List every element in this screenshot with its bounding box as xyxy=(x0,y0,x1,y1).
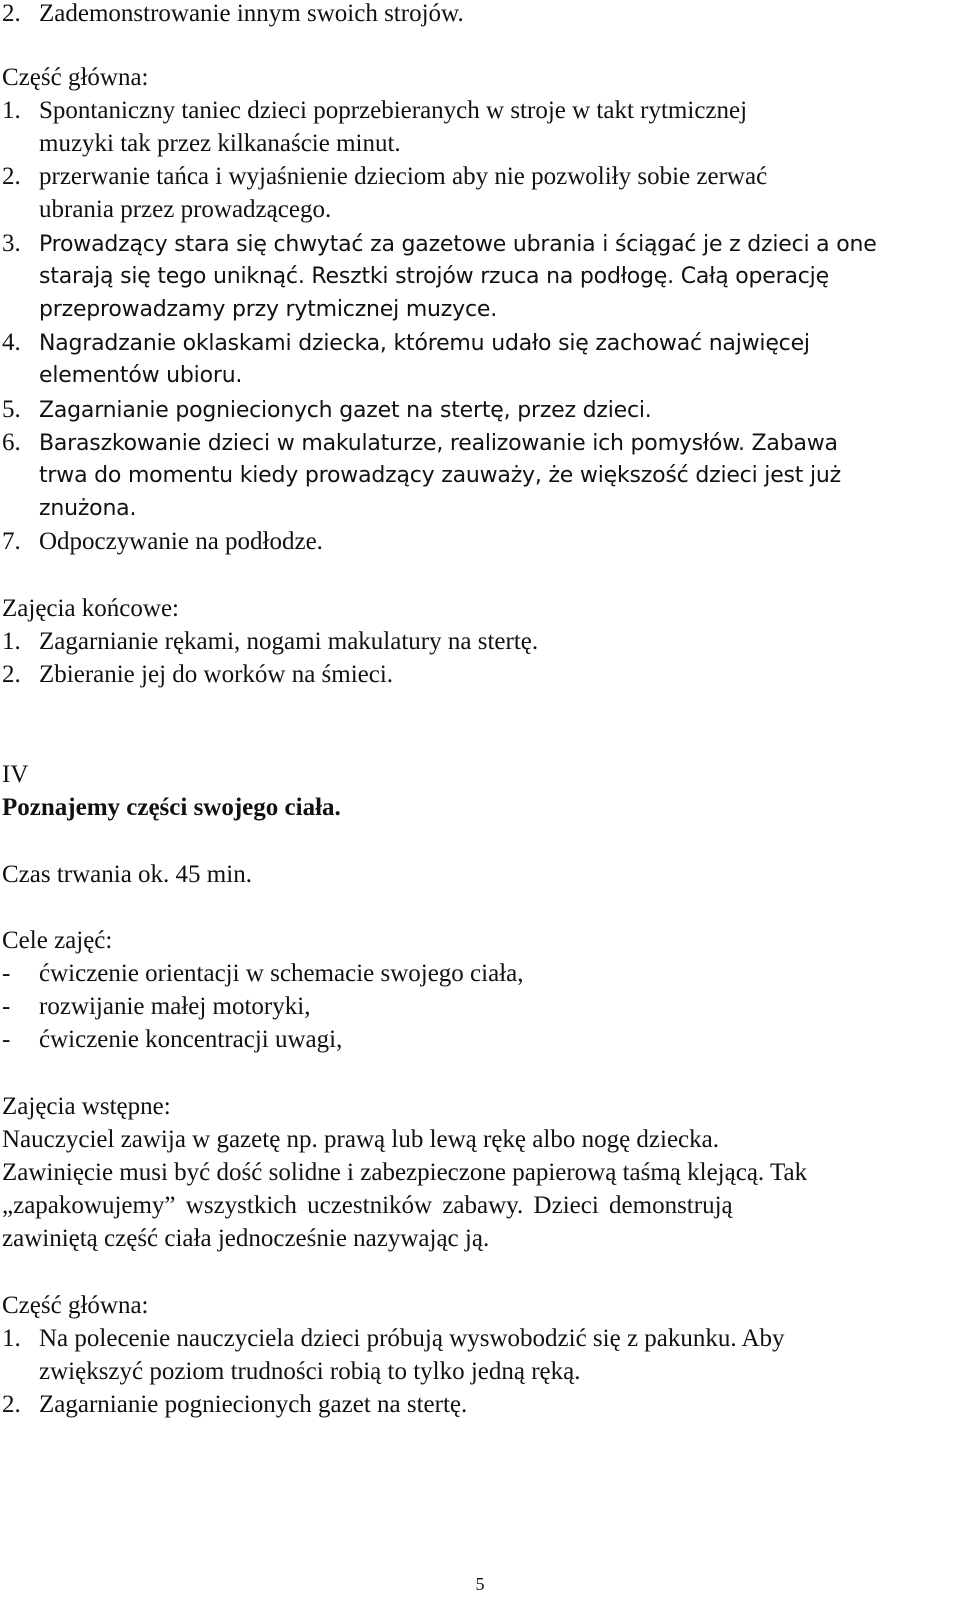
item-text: Zademonstrowanie innym swoich strojów. xyxy=(39,0,464,27)
list-item xyxy=(2,94,747,127)
item-number: 1. xyxy=(2,1325,21,1352)
goal-text: ćwiczenie orientacji w schemacie swojego ciała, xyxy=(39,960,524,987)
item-number: 6. xyxy=(2,429,21,456)
item-text-line: Odpoczywanie na podłodze. xyxy=(39,528,323,555)
item-number: 2. xyxy=(2,661,21,688)
list-item xyxy=(2,658,393,691)
list-item xyxy=(2,326,810,360)
item-number: 4. xyxy=(2,329,21,356)
item-text-line: zwiększyć poziom trudności robią to tylko jedną ręką. xyxy=(39,1358,581,1385)
goals-heading: Cele zajęć: xyxy=(2,927,113,954)
list-item xyxy=(2,393,652,427)
item-text-line: ubrania przez prowadzącego. xyxy=(39,196,332,223)
item-text-line: elementów ubioru. xyxy=(39,363,243,388)
item-number: 2. xyxy=(2,1391,21,1418)
item-number: 2. xyxy=(2,0,21,27)
page-number: 5 xyxy=(475,1574,485,1594)
dash-marker: - xyxy=(2,1026,11,1053)
goal-item xyxy=(2,1023,342,1056)
item-number: 3. xyxy=(2,230,21,257)
list-item xyxy=(2,525,323,558)
item-text-line: znużona. xyxy=(39,496,137,521)
item-number: 2. xyxy=(2,163,21,190)
dash-marker: - xyxy=(2,960,11,987)
goal-text: ćwiczenie koncentracji uwagi, xyxy=(39,1026,343,1053)
main-heading: Część główna: xyxy=(2,1292,149,1319)
item-text-line: przerwanie tańca i wyjaśnienie dzieciom aby nie pozwoliły sobie zerwać xyxy=(39,163,768,190)
section-title: Poznajemy części swojego ciała. xyxy=(2,794,341,821)
item-number: 7. xyxy=(2,528,21,555)
intro-text-line: „zapakowujemy” wszystkich uczestników zabawy. Dzieci demonstrują xyxy=(2,1192,733,1219)
item-text-line: Nagradzanie oklaskami dziecka, któremu udało się zachować najwięcej xyxy=(39,331,810,356)
item-text-line: Baraszkowanie dzieci w makulaturze, realizowanie ich pomysłów. Zabawa xyxy=(39,431,838,456)
item-text-line: Spontaniczny taniec dzieci poprzebieranych w stroje w takt rytmicznej xyxy=(39,97,748,124)
intro-text-line: Zawinięcie musi być dość solidne i zabezpieczone papierową taśmą klejącą. Tak xyxy=(2,1159,808,1186)
goal-text: rozwijanie małej motoryki, xyxy=(39,993,311,1020)
list-item xyxy=(2,426,838,460)
item-text-line: Prowadzący stara się chwytać za gazetowe ubrania i ściągać je z dzieci a one xyxy=(39,232,877,257)
section-heading-main: Część główna: xyxy=(2,64,149,91)
section-heading-final: Zajęcia końcowe: xyxy=(2,595,179,622)
item-number: 1. xyxy=(2,628,21,655)
item-text-line: trwa do momentu kiedy prowadzący zauważy, że większość dzieci jest już xyxy=(39,463,842,488)
item-text-line: przeprowadzamy przy rytmicznej muzyce. xyxy=(39,297,497,322)
goal-item xyxy=(2,957,524,990)
intro-text-line: zawiniętą część ciała jednocześnie nazywając ją. xyxy=(2,1225,490,1252)
item-text-line: Zagarnianie pogniecionych gazet na stertę, przez dzieci. xyxy=(39,398,652,423)
list-item xyxy=(2,625,538,658)
list-item xyxy=(2,1322,785,1355)
duration-text: Czas trwania ok. 45 min. xyxy=(2,861,252,888)
list-item xyxy=(2,160,767,193)
dash-marker: - xyxy=(2,993,11,1020)
goal-item xyxy=(2,990,310,1023)
list-item xyxy=(2,1388,467,1421)
item-text: Zbieranie jej do worków na śmieci. xyxy=(39,661,394,688)
list-item xyxy=(2,227,877,261)
item-text-line: muzyki tak przez kilkanaście minut. xyxy=(39,130,401,157)
intro-heading: Zajęcia wstępne: xyxy=(2,1093,171,1120)
list-item xyxy=(2,0,464,30)
intro-text-line: Nauczyciel zawija w gazetę np. prawą lub lewą rękę albo nogę dziecka. xyxy=(2,1126,719,1153)
item-text-line: Na polecenie nauczyciela dzieci próbują wyswobodzić się z pakunku. Aby xyxy=(39,1325,785,1352)
item-text-line: Zagarnianie pogniecionych gazet na stertę. xyxy=(39,1391,468,1418)
item-number: 5. xyxy=(2,396,21,423)
section-roman-numeral: IV xyxy=(2,761,29,788)
item-number: 1. xyxy=(2,97,21,124)
item-text: Zagarnianie rękami, nogami makulatury na stertę. xyxy=(39,628,539,655)
item-text-line: starają się tego uniknąć. Resztki strojów rzuca na podłogę. Całą operację xyxy=(39,264,829,289)
